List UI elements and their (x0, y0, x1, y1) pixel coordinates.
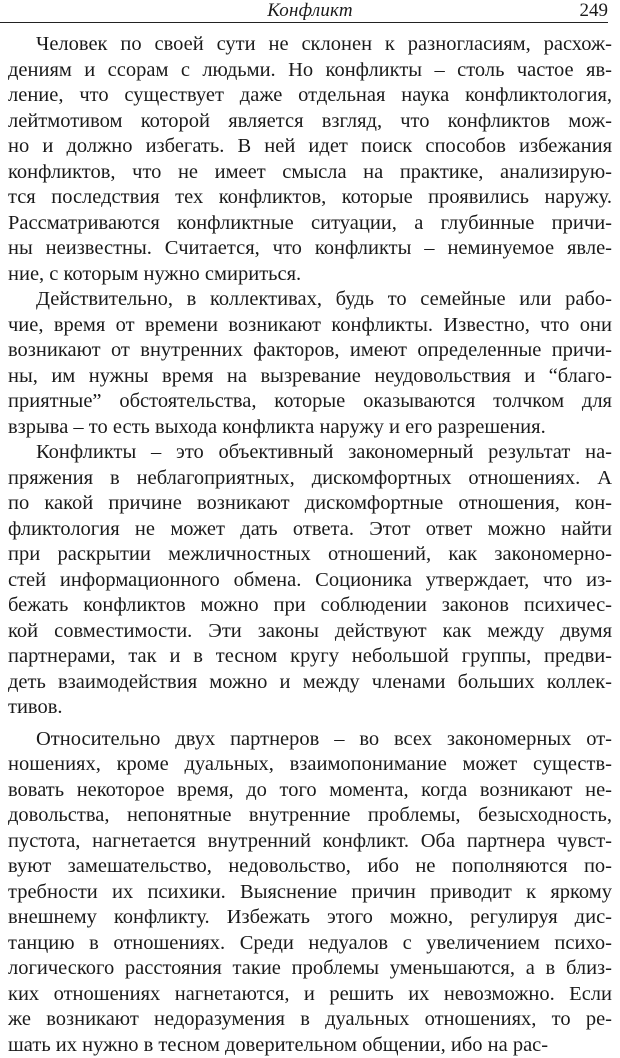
text-line: шать их нужно в тесном доверительном общении, ибо на рас- (8, 1033, 612, 1058)
paragraph (8, 727, 612, 1058)
text-line: кой совместимости. Эти законы действуют как между двумя (8, 619, 612, 645)
text-line: довольства, непонятные внутренние проблемы, безысходность, (8, 803, 612, 829)
text-line: Рассматриваются конфликтные ситуации, а глубинные причи- (8, 211, 612, 237)
paragraph (8, 287, 612, 440)
text-line: внешнему конфликту. Избежать этого можно, регулируя дис- (8, 905, 612, 931)
text-line: чие, время от времени возникают конфликты. Известно, что они (8, 313, 612, 339)
header-rule (0, 22, 608, 23)
text-line: танцию в отношениях. Среди недуалов с увеличением психо- (8, 931, 612, 957)
text-line: тивов. (8, 695, 612, 721)
text-line: пряжения в неблагоприятных, дискомфортных отношениях. А (8, 466, 612, 492)
text-line: фликтология не может дать ответа. Этот ответ можно найти (8, 517, 612, 543)
text-line: партнерами, так и в тесном кругу небольшой группы, предви- (8, 644, 612, 670)
page-number: 249 (580, 0, 609, 22)
text-line: бежать конфликтов можно при соблюдении законов психичес- (8, 593, 612, 619)
body-text (8, 32, 612, 1058)
text-line: возникают от внутренних факторов, имеют определенные причи- (8, 338, 612, 364)
text-line: вовать некоторое время, до того момента, когда возникают не- (8, 778, 612, 804)
text-line: ны неизвестны. Считается, что конфликты – неминуемое явле- (8, 236, 612, 262)
text-line: ние, с которым нужно смириться. (8, 262, 612, 288)
text-line: логического расстояния такие проблемы уменьшаются, а в близ- (8, 956, 612, 982)
text-line: при раскрытии межличностных отношений, как закономерно- (8, 542, 612, 568)
text-line: лейтмотивом которой является взгляд, что конфликтов мож- (8, 109, 612, 135)
text-line: но и должно избегать. В ней идет поиск способов избежания (8, 134, 612, 160)
text-line: ление, что существует даже отдельная наука конфликтология, (8, 83, 612, 109)
text-line: деть взаимодействия можно и между членами больших коллек- (8, 670, 612, 696)
text-line: Конфликты – это объективный закономерный результат на- (8, 440, 612, 466)
paragraph (8, 440, 612, 721)
running-title: Конфликт (0, 0, 620, 22)
text-line: ны, им нужны время на вызревание неудовольствия и “благо- (8, 364, 612, 390)
text-line: пустота, нагнетается внутренний конфликт. Оба партнера чувст- (8, 829, 612, 855)
text-line: же возникают недоразумения в дуальных отношениях, то ре- (8, 1007, 612, 1033)
text-line: дениям и ссорам с людьми. Но конфликты – столь частое яв- (8, 58, 612, 84)
text-line: Действительно, в коллективах, будь то семейные или рабо- (8, 287, 612, 313)
text-line: конфликтов, что не имеет смысла на практике, анализирую- (8, 160, 612, 186)
text-line: требности их психики. Выяснение причин приводит к яркому (8, 880, 612, 906)
text-line: по какой причине возникают дискомфортные отношения, кон- (8, 491, 612, 517)
text-line: Человек по своей сути не склонен к разногласиям, расхож- (8, 32, 612, 58)
text-line: приятные” обстоятельства, которые оказываются толчком для (8, 389, 612, 415)
text-line: тся последствия тех конфликтов, которые проявились наружу. (8, 185, 612, 211)
running-header (0, 0, 620, 26)
text-line: ких отношениях нагнетаются, и решить их невозможно. Если (8, 982, 612, 1008)
text-line: ношениях, кроме дуальных, взаимопонимание может существ- (8, 752, 612, 778)
text-line: Относительно двух партнеров – во всех закономерных от- (8, 727, 612, 753)
text-line: стей информационного обмена. Соционика утверждает, что из- (8, 568, 612, 594)
text-line: вуют замешательство, недовольство, ибо не пополняются по- (8, 854, 612, 880)
paragraph (8, 32, 612, 287)
text-line: взрыва – то есть выхода конфликта наружу и его разрешения. (8, 415, 612, 441)
